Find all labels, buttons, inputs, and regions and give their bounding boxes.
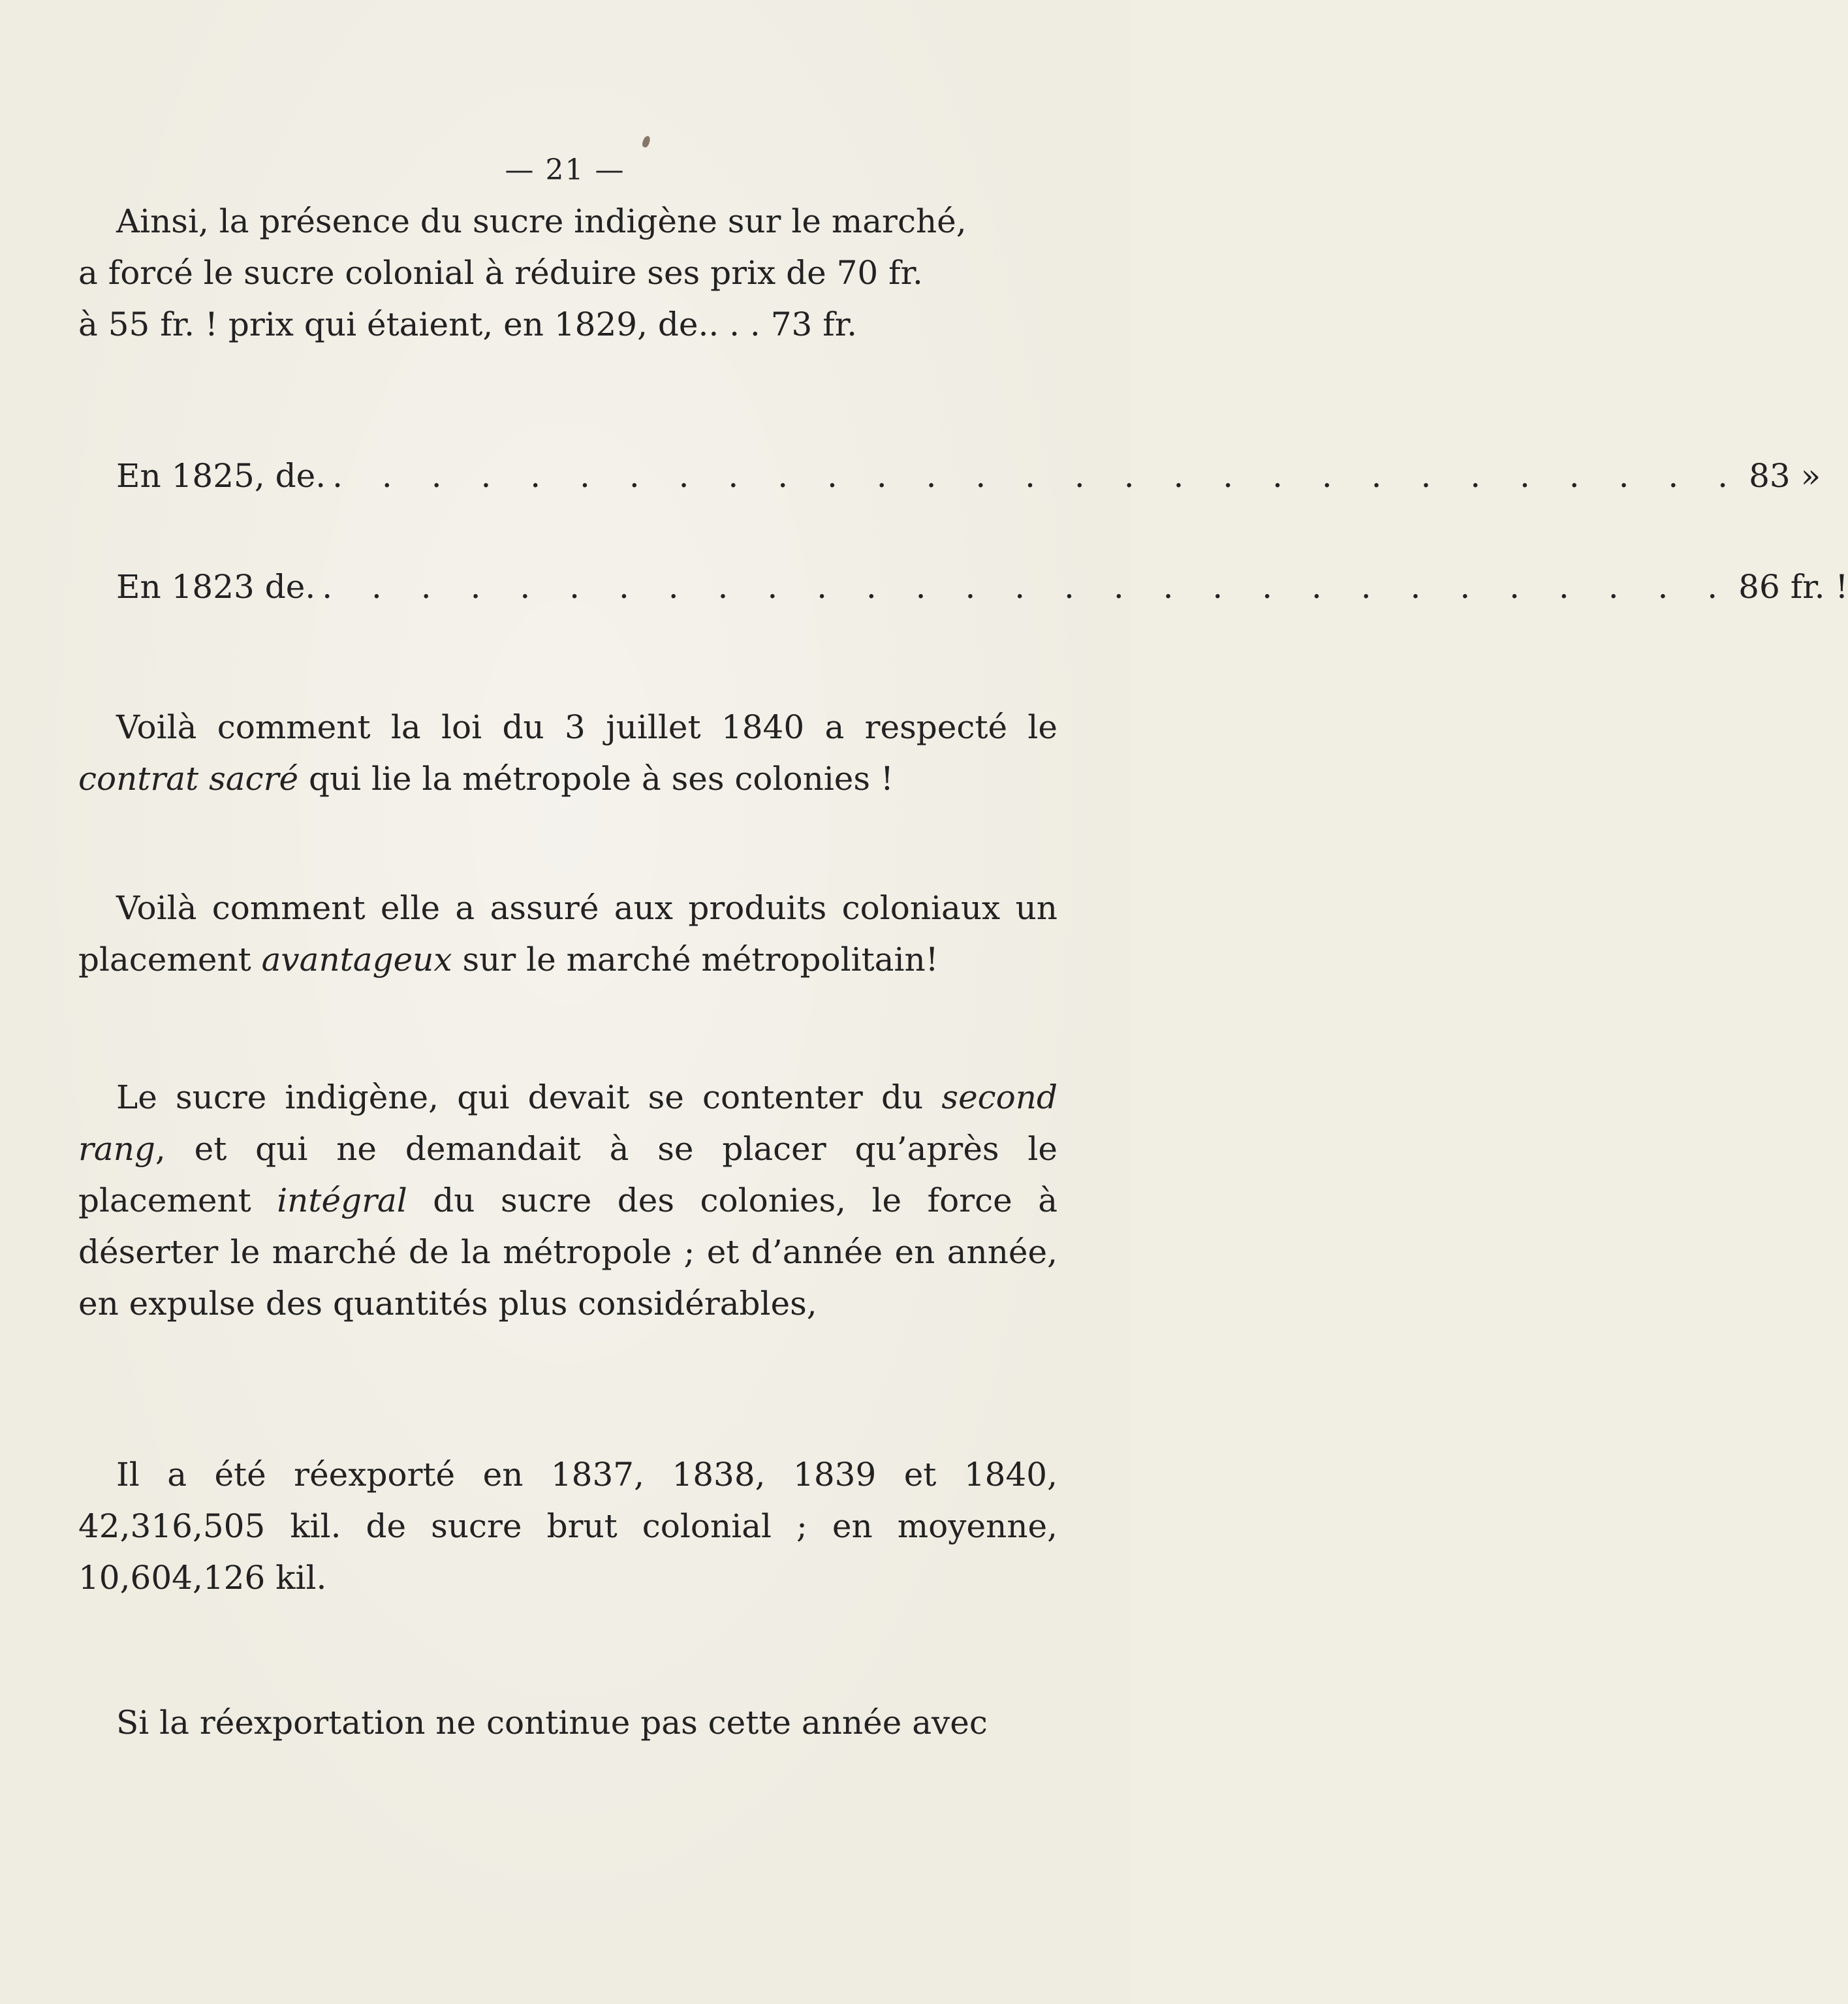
paragraph-6: Si la réexportation ne continue pas cette année avec (116, 1704, 988, 1742)
paragraph-1-line-3: à 55 fr. ! prix qui étaient, en 1829, de.. . . 73 fr. (78, 305, 858, 343)
price-row-value: 86 fr. ! (1738, 568, 1848, 606)
paragraph-4-italic-2: intégral (277, 1182, 407, 1219)
leader-dots: . . . . . . . . . . . . . . . . . . . . . . . . . . . . . (332, 457, 1743, 495)
paragraph-4-text-c: du sucre des colonies, le force à déserter le marché de la métropole ; et d’année en année, en expulse des quantités plus considérables, (78, 1182, 1057, 1323)
paragraph-3 (78, 883, 1057, 986)
paragraph-3-italic: avantageux (261, 941, 452, 979)
ink-mark (641, 135, 651, 148)
paragraph-2 (78, 702, 1057, 805)
paragraph-4-text-a: Le sucre indigène, qui devait se contenter du (116, 1078, 942, 1116)
page-number: — 21 — (505, 153, 625, 187)
price-row-value: 83 » (1749, 457, 1821, 495)
leader-dots: . . . . . . . . . . . . . . . . . . . . . . . . . . . . . (322, 568, 1732, 606)
paragraph-2-text-a: Voilà comment la loi du 3 juillet 1840 a respecté le (116, 708, 1057, 746)
paragraph-5: Il a été réexporté en 1837, 1838, 1839 et 1840, 42,316,505 kil. de sucre brut colonial ; en moyenne, 10,604,126 kil. (78, 1456, 1057, 1597)
paragraph-1-line-2: a forcé le sucre colonial à réduire ses prix de 70 fr. (78, 254, 923, 292)
paragraph-2-text-b: qui lie la métropole à ses colonies ! (298, 760, 894, 798)
price-row-label: En 1825, de. (116, 457, 326, 495)
paragraph-3-text-a: Voilà comment elle a assuré aux produits coloniaux un placement (78, 889, 1057, 979)
paragraph-4-italic-1: second rang (78, 1078, 1057, 1168)
paragraph-2-italic: contrat sacré (78, 760, 299, 798)
price-row-label: En 1823 de. (116, 568, 316, 606)
price-row-1825 (116, 457, 1821, 495)
paragraph-1-line-1: Ainsi, la présence du sucre indigène sur le marché, (116, 202, 967, 240)
paragraph-4 (78, 1072, 1057, 1330)
paragraph-3-text-b: sur le marché métropolitain! (452, 941, 939, 979)
paragraph-4-text-b: , et qui ne demandait à se placer qu’après le placement (78, 1130, 1057, 1219)
price-row-1823 (116, 568, 1848, 606)
paragraph-1 (78, 196, 1057, 351)
